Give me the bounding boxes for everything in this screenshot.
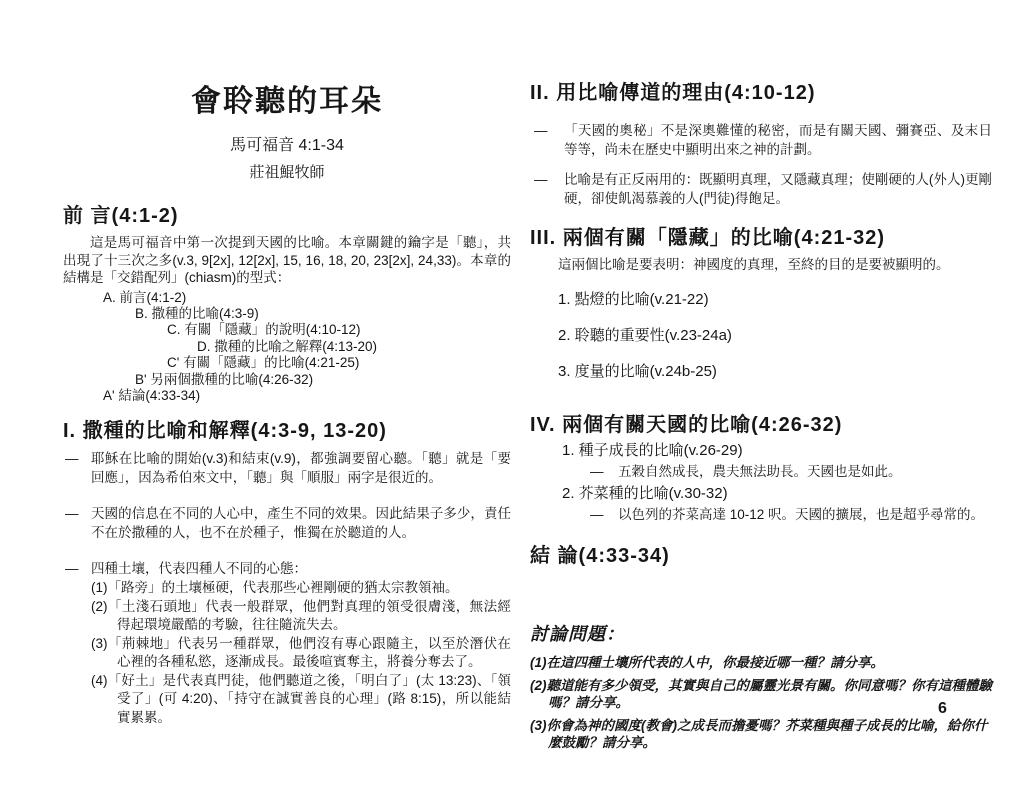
parable-note-text: 五穀自然成長，農夫無法助長。天國也是如此。 <box>618 464 902 479</box>
section-2-heading: II. 用比喻傳道的理由(4:10-12) <box>530 82 816 104</box>
bullet-text: 「天國的奧秘」不是深奧難懂的秘密，而是有關天國、彌賽亞、及末日等等，尚未在歷史中顯明出來之神的計劃。 <box>564 123 992 157</box>
bullet-lead: 四種土壤，代表四種人不同的心態： <box>91 561 307 577</box>
parable-note-text: 以色列的芥菜高達 10-12 呎。天國的擴展，也是超乎尋常的。 <box>618 507 985 522</box>
bullet-item <box>530 121 992 159</box>
dash-marker: — <box>534 123 548 138</box>
bullet-item <box>63 449 511 487</box>
chiasm-line: D. 撒種的比喻之解釋(4:13-20) <box>197 338 378 354</box>
dash-marker: — <box>65 506 79 522</box>
soil-item: (3)「荊棘地」代表另一種群眾，他們沒有專心跟隨主，以至於潛伏在心裡的各種私慾，逐漸成長。最後喧賓奪主，將養分奪去了。 <box>91 635 511 670</box>
bullet-text <box>91 559 511 727</box>
chiasm-line: B. 撒種的比喻(4:3-9) <box>135 305 259 321</box>
parable-title: 2. 芥菜種的比喻(v.30-32) <box>562 485 728 502</box>
bullet-text: 比喻是有正反兩用的：既顯明真理，又隱藏真理；使剛硬的人(外人)更剛硬，卻使飢渴慕義的人(門徒)得飽足。 <box>564 172 992 206</box>
outline-item: 1. 點燈的比喻(v.21-22) <box>558 291 709 308</box>
outline-item: 2. 聆聽的重要性(v.23-24a) <box>558 327 732 344</box>
bullet-item <box>63 504 511 542</box>
author-name: 莊祖鯤牧師 <box>249 164 325 181</box>
scripture-reference: 馬可福音 4:1-34 <box>230 137 344 154</box>
discussion-question: (2)聽道能有多少領受，其實與自己的屬靈光景有關。你同意嗎？你有這種體驗嗎？請分享。 <box>530 677 992 710</box>
right-column <box>530 0 992 752</box>
dash-marker: — <box>590 464 604 479</box>
chiasm-line: B' 另兩個撒種的比喻(4:26-32) <box>135 371 314 387</box>
chiasm-line: A' 結論(4:33-34) <box>103 387 201 403</box>
parable-title: 1. 種子成長的比喻(v.26-29) <box>562 442 743 459</box>
section-4-heading: IV. 兩個有關天國的比喻(4:26-32) <box>530 414 843 436</box>
parable-note <box>530 506 992 523</box>
discussion-heading: 討論問題： <box>530 624 625 644</box>
document-title: 會聆聽的耳朵 <box>191 85 383 118</box>
intro-heading: 前 言(4:1-2) <box>63 205 179 227</box>
chiasm-line: A. 前言(4:1-2) <box>103 289 187 305</box>
discussion-question: (3)你會為神的國度(教會)之成長而擔憂嗎？芥菜種與種子成長的比喻，給你什麼鼓勵？請分享。 <box>530 717 988 750</box>
outline-item: 3. 度量的比喻(v.24b-25) <box>558 363 717 380</box>
page-number: 6 <box>938 700 947 717</box>
soil-item: (4)「好土」是代表真門徒，他們聽道之後，「明白了」(太 13:23)、「領受了」(可 4:20)、「持守在誠實善良的心理」(路 8:15)，所以能結實累累。 <box>91 672 511 725</box>
soil-item: (1)「路旁」的土壤極硬，代表那些心裡剛硬的猶太宗教領袖。 <box>91 580 459 596</box>
parable-note <box>530 463 992 480</box>
dash-marker: — <box>590 507 604 522</box>
left-column <box>63 0 511 727</box>
section-3-heading: III. 兩個有關「隱藏」的比喻(4:21-32) <box>530 227 886 249</box>
chiasm-line: C' 有關「隱藏」的比喻(4:21-25) <box>167 355 360 371</box>
bullet-item <box>530 170 992 208</box>
intro-paragraph: 這是馬可福音中第一次提到天國的比喻。本章關鍵的鑰字是「聽」，共出現了十三次之多(v.3, 9[2x], 12[2x], 15, 16, 18, 20, 23[2x], 24,33)。本章的結構是「交錯配列」(chiasm)的型式： <box>63 235 511 285</box>
bullet-text: 天國的信息在不同的人心中，產生不同的效果。因此結果子多少，責任不在於撒種的人，也不在於種子，惟獨在於聽道的人。 <box>91 506 511 541</box>
soil-item: (2)「土淺石頭地」代表一般群眾，他們對真理的領受很膚淺，無法經得起環境嚴酷的考驗，往往隨流失去。 <box>91 598 511 633</box>
soil-list <box>91 579 511 727</box>
conclusion-heading: 結 論(4:33-34) <box>530 545 670 567</box>
bullet-item <box>63 559 511 727</box>
discussion-section <box>530 620 992 752</box>
chiasm-outline <box>63 290 511 405</box>
dash-marker: — <box>65 451 79 467</box>
dash-marker: — <box>65 561 79 577</box>
section-3-intro: 這兩個比喻是要表明：神國度的真理，至終的目的是要被顯明的。 <box>558 257 950 272</box>
dash-marker: — <box>534 172 548 187</box>
discussion-question: (1)在這四種土壤所代表的人中，你最接近哪一種？請分享。 <box>530 655 884 670</box>
chiasm-line: C. 有關「隱藏」的說明(4:10-12) <box>167 322 361 338</box>
section-1-heading: I. 撒種的比喻和解釋(4:3-9, 13-20) <box>63 420 387 443</box>
bullet-text: 耶穌在比喻的開始(v.3)和結束(v.9)，都強調要留心聽。「聽」就是「要回應」，因為希伯來文中，「聽」與「順服」兩字是很近的。 <box>91 451 511 486</box>
